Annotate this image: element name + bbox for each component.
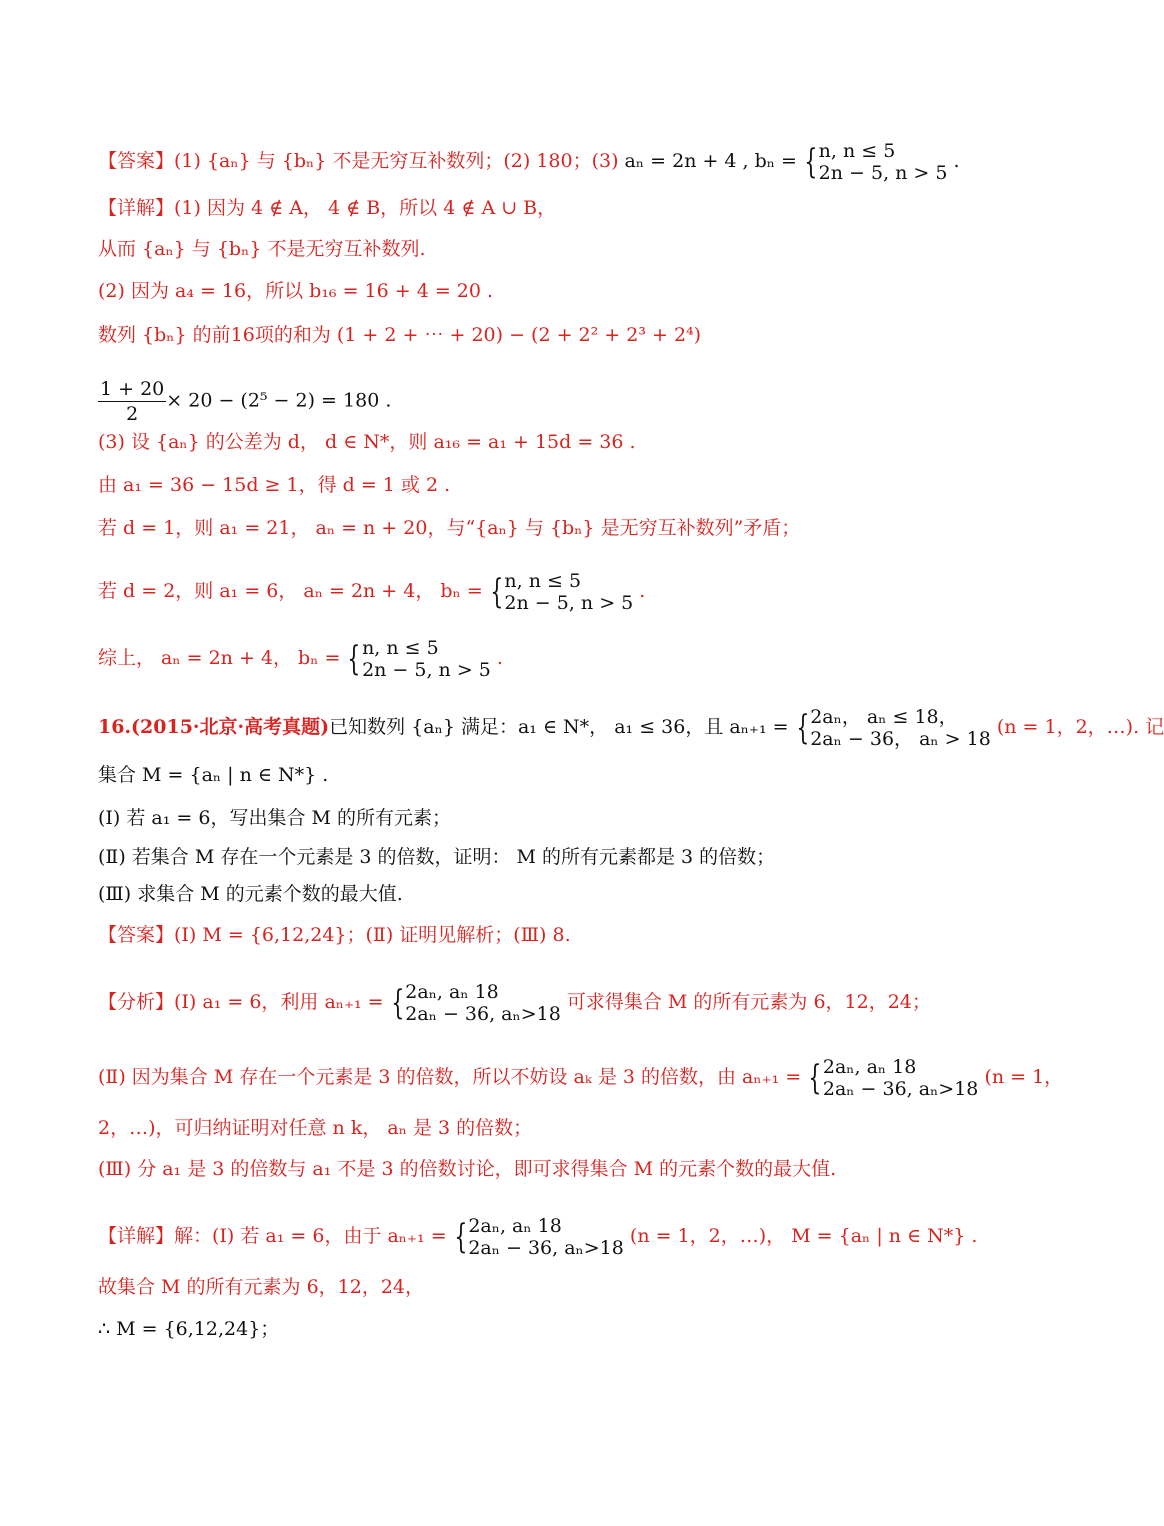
- piecewise-case: n, n ≤ 5: [504, 570, 582, 592]
- brace-icon: {: [454, 1217, 467, 1257]
- piecewise-cases: [468, 1215, 624, 1259]
- text-segment: 若 d = 1，则 a₁ = 21， aₙ = n + 20，与“{aₙ} 与 {bₙ} 是无穷互补数列”矛盾；: [98, 517, 801, 539]
- text-segment: 【答案】: [98, 150, 175, 172]
- piecewise-case: 2aₙ, aₙ 18: [822, 1056, 917, 1078]
- brace-icon: {: [390, 983, 404, 1023]
- piecewise-case: 2n − 5, n > 5: [818, 162, 948, 184]
- piecewise-cases: [362, 637, 491, 681]
- text-tail: (n = 1，2，…)， M = {aₙ | n ∈ N*} .: [623, 1225, 978, 1247]
- text-tail: (n = 1，: [978, 1066, 1064, 1088]
- text-segment: aₙ = 2n + 4 , bₙ =: [618, 150, 804, 172]
- piecewise-case: n, n ≤ 5: [818, 140, 896, 162]
- brace-icon: {: [347, 639, 361, 679]
- text-line-d3: [98, 279, 493, 303]
- text-line-a16: [98, 923, 571, 947]
- text-segment: × 20 − (2⁵ − 2) = 180 .: [166, 389, 392, 412]
- text-line-x1: [98, 1215, 977, 1259]
- text-line-d5: [98, 377, 391, 426]
- text-segment: (Ⅲ) 求集合 M 的元素个数的最大值.: [98, 883, 403, 905]
- piecewise-case: 2aₙ − 36, aₙ>18: [468, 1237, 624, 1259]
- text-line-f3: [98, 1116, 532, 1140]
- text-line-x2: [98, 1275, 424, 1299]
- fraction-numerator: 1 + 20: [100, 378, 165, 400]
- text-tail: (n = 1，2，…). 记: [990, 716, 1164, 738]
- piecewise-cases: [819, 140, 948, 184]
- text-line-ans1: [98, 140, 960, 184]
- text-segment: 【详解】解：(Ⅰ) 若 a₁ = 6，由于 aₙ₊₁ =: [98, 1225, 453, 1247]
- text-segment: 若 d = 2，则 a₁ = 6， aₙ = 2n + 4， bₙ =: [98, 580, 489, 602]
- piecewise-case: n, n ≤ 5: [362, 637, 439, 659]
- text-segment: (Ⅱ) 若集合 M 存在一个元素是 3 的倍数，证明： M 的所有元素都是 3 的倍数；: [98, 846, 776, 868]
- text-line-f2: [98, 1056, 1063, 1100]
- piecewise-case: 2n − 5, n > 5: [362, 659, 491, 681]
- piecewise-cases: [810, 706, 991, 750]
- text-segment: (1): [174, 150, 207, 172]
- brace-icon: {: [808, 1058, 822, 1098]
- text-line-f1: [98, 981, 931, 1025]
- text-line-f4: [98, 1157, 836, 1181]
- text-tail: .: [947, 150, 960, 172]
- text-line-x3: [98, 1317, 279, 1341]
- text-segment: (Ⅱ) 因为集合 M 存在一个元素是 3 的倍数，所以不妨设 aₖ 是 3 的倍数，由 aₙ₊₁ =: [98, 1066, 808, 1088]
- piecewise-case: 2aₙ − 36, aₙ>18: [405, 1003, 561, 1025]
- fraction: [98, 377, 166, 426]
- piecewise-cases: [504, 570, 633, 614]
- text-segment: 16.(2015·北京·高考真题): [98, 716, 330, 738]
- piecewise-case: 2aₙ − 36， aₙ > 18: [810, 728, 991, 750]
- piecewise-case: 2aₙ， aₙ ≤ 18，: [810, 706, 958, 728]
- text-line-d7: [98, 473, 450, 497]
- text-line-q16: [98, 706, 1164, 750]
- text-segment: 故集合 M 的所有元素为 6，12，24，: [98, 1276, 425, 1298]
- brace-icon: {: [804, 142, 818, 182]
- text-line-d1: [98, 196, 556, 220]
- text-line-d8: [98, 516, 800, 540]
- text-segment: (2) 因为 a₄ = 16，所以 b₁₆ = 16 + 4 = 20 .: [98, 280, 494, 302]
- text-line-q3: [98, 882, 403, 906]
- text-segment: 【答案】(Ⅰ) M = {6,12,24}；(Ⅱ) 证明见解析；(Ⅲ) 8.: [98, 924, 571, 946]
- piecewise-cases: [405, 981, 561, 1025]
- text-tail: 可求得集合 M 的所有元素为 6，12，24；: [560, 991, 931, 1013]
- text-line-d2: [98, 237, 425, 261]
- piecewise-case: 2aₙ, aₙ 18: [405, 981, 499, 1003]
- text-line-d10: [98, 637, 503, 681]
- text-segment: 【详解】(1) 因为 4 ∉ A， 4 ∉ B，所以 4 ∉ A ∪ B，: [98, 197, 557, 219]
- text-line-q1: [98, 806, 451, 830]
- text-segment: 2，…)，可归纳证明对任意 n k， aₙ 是 3 的倍数；: [98, 1117, 533, 1139]
- piecewise-case: 2aₙ, aₙ 18: [468, 1215, 562, 1237]
- text-segment: (3) 设 {aₙ} 的公差为 d， d ∈ N*，则 a₁₆ = a₁ + 15d = 36 .: [98, 431, 636, 453]
- text-segment: (Ⅰ) 若 a₁ = 6，写出集合 M 的所有元素；: [98, 807, 451, 829]
- brace-icon: {: [490, 572, 504, 612]
- piecewise-case: 2aₙ − 36, aₙ>18: [822, 1078, 979, 1100]
- fraction-denominator: 2: [126, 403, 139, 425]
- brace-icon: {: [795, 708, 809, 748]
- text-segment: 由 a₁ = 36 − 15d ≥ 1，得 d = 1 或 2 .: [98, 474, 451, 496]
- text-line-d4: [98, 323, 701, 347]
- text-segment: ∴ M = {6,12,24}；: [98, 1318, 280, 1340]
- text-line-q2: [98, 845, 775, 869]
- text-line-d6: [98, 430, 636, 454]
- text-line-q16b: [98, 763, 328, 787]
- text-segment: 数列 {bₙ} 的前16项的和为 (1 + 2 + ⋯ + 20) − (2 + 2² + 2³ + 2⁴): [98, 324, 702, 346]
- piecewise-cases: [823, 1056, 979, 1100]
- text-segment: 综上， aₙ = 2n + 4， bₙ =: [98, 647, 347, 669]
- text-segment: 【分析】(Ⅰ) a₁ = 6，利用 aₙ₊₁ =: [98, 991, 390, 1013]
- text-segment: {aₙ} 与 {bₙ} 不是无穷互补数列；(2) 180；(3): [206, 150, 619, 172]
- text-tail: .: [490, 647, 503, 669]
- text-segment: 集合 M = {aₙ | n ∈ N*} .: [98, 764, 329, 786]
- text-line-d9: [98, 570, 645, 614]
- text-segment: 从而 {aₙ} 与 {bₙ} 不是无穷互补数列.: [98, 238, 426, 260]
- piecewise-case: 2n − 5, n > 5: [504, 592, 634, 614]
- text-segment: (Ⅲ) 分 a₁ 是 3 的倍数与 a₁ 不是 3 的倍数讨论，即可求得集合 M 的元素个数的最大值.: [98, 1158, 837, 1180]
- text-segment: 已知数列 {aₙ} 满足：a₁ ∈ N*， a₁ ≤ 36，且 aₙ₊₁ =: [329, 716, 795, 738]
- text-tail: .: [633, 580, 646, 602]
